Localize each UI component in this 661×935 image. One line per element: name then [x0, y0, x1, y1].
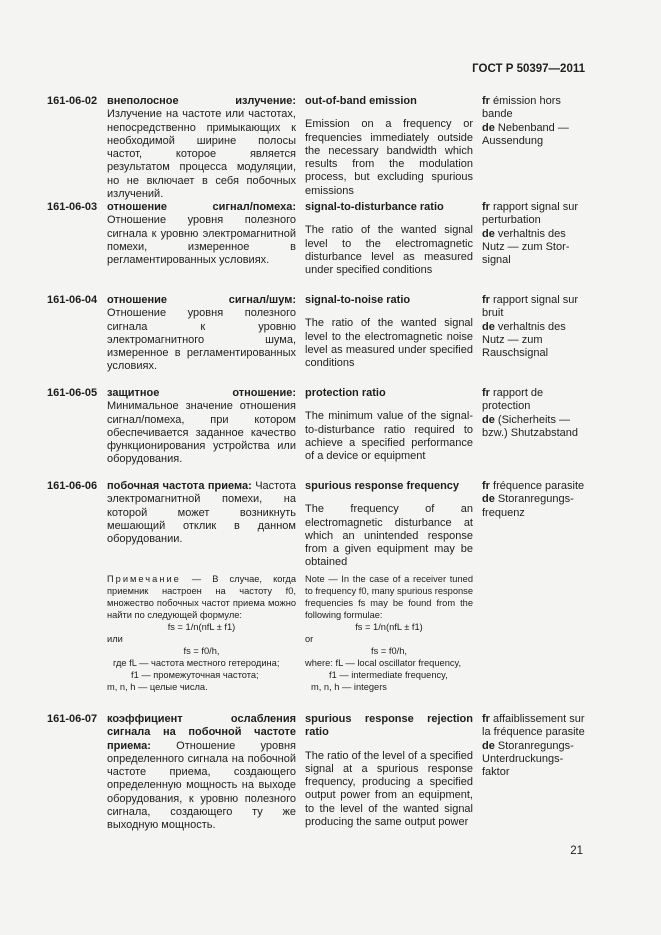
entry-number: 161-06-07 [47, 713, 98, 725]
en-term: out-of-band emission [305, 95, 417, 107]
note-or: or [305, 634, 314, 644]
note-ru [107, 573, 296, 693]
de-label: de [482, 739, 495, 752]
en-def-text: The ratio of the wanted signal level to the electromagnetic noise level as measured under specified conditions [305, 317, 473, 370]
ru-definition [107, 294, 296, 374]
ru-def-text: Излучение на частоте или частотах, непосредственно примыкающих к необходимой ширине полосы частот, которое является результатом процесса модуляции, но не включает в себя побочных излучений. [107, 108, 296, 201]
note-en [305, 573, 473, 693]
fr-term: rapport signal sur perturbation [482, 201, 579, 227]
en-term: spurious response rejection ratio [305, 713, 473, 739]
en-term: signal-to-disturbance ratio [305, 201, 444, 213]
de-label: de [482, 320, 495, 333]
note-label: Note [305, 574, 325, 584]
de-label: de [482, 121, 495, 134]
formula-1: fs = 1/n(nfL ± f1) [355, 622, 423, 632]
page-header: ГОСТ Р 50397—2011 [472, 63, 585, 75]
formula-1: fs = 1/n(nfL ± f1) [167, 622, 236, 632]
other-languages [482, 95, 586, 148]
en-definition [305, 294, 473, 370]
en-def-text: The frequency of an electromagnetic disturbance at which an unintended response from a given equipment may be obtained [305, 503, 473, 569]
en-def-text: The ratio of the level of a specified signal at a spurious response frequency, producing a specified output power from an equipment, to the level of the wanted signal producing the same output power [305, 749, 473, 829]
other-languages [482, 294, 586, 360]
ru-def-text: Отношение уровня полезного сигнала к уровню электромагнитной помехи, измеренное в регламентированных условиях. [107, 214, 296, 267]
en-def-text: The ratio of the wanted signal level to the electromagnetic disturbance level as measured under specified conditions [305, 224, 473, 277]
ru-def-text: Частота электромагнитной помехи, на которой может возникнуть мешающий отклик в данном оборудовании. [107, 480, 296, 546]
ru-def-text: Минимальное значение отношения сигнал/помеха, при котором обеспечивается заданное качество функционирования устройства или оборудования. [107, 400, 296, 466]
fr-label: fr [482, 480, 490, 492]
ru-term: внеполосное излучение: [107, 95, 296, 107]
ru-definition [107, 201, 296, 267]
en-definition [305, 387, 473, 463]
fr-label: fr [482, 713, 490, 725]
en-definition [305, 95, 473, 198]
formula-2: fs = f0/h, [183, 646, 220, 656]
fr-term: rapport de protection [482, 387, 544, 413]
entry-number: 161-06-04 [47, 294, 98, 306]
de-term: Storanregungs-frequenz [482, 493, 574, 519]
entry-number: 161-06-03 [47, 201, 98, 213]
de-term: Nebenband — Aussendung [482, 121, 569, 147]
de-term: verhaltnis des Nutz — zum Rauschsignal [482, 320, 566, 360]
fr-label: fr [482, 201, 490, 213]
de-label: de [482, 493, 495, 506]
ru-definition [107, 387, 296, 467]
other-languages [482, 713, 586, 779]
note-label: Примечание [107, 574, 181, 584]
note-text: — In the case of a receiver tuned to frequency f0, many spurious response frequencies fs may be found from the following formulae: [305, 574, 473, 620]
ru-def-text: Отношение уровня определенного сигнала на побочной частоте приема, создающего определенную мощность на выходе оборудования, к уровню полезного сигнала, создающего ту же выходную мощность. [107, 739, 297, 832]
where-line-1: где fL — частота местного гетеродина; [113, 658, 280, 668]
other-languages [482, 201, 586, 267]
formula-2: fs = f0/h, [371, 646, 407, 656]
ru-term: отношение сигнал/шум: [107, 294, 296, 306]
en-term: signal-to-noise ratio [305, 294, 411, 306]
de-term: Storanregungs-Unterdruckungs-faktor [482, 739, 574, 779]
entry-number: 161-06-05 [47, 387, 98, 399]
other-languages [482, 387, 586, 440]
en-def-text: The minimum value of the signal-to-disturbance ratio required to achieve a specified performance of a device or equipment [305, 410, 473, 463]
en-definition [305, 713, 473, 829]
ru-definition [107, 95, 296, 201]
where-line-3: m, n, h — integers [311, 682, 387, 692]
de-label: de [482, 413, 495, 426]
entry-number: 161-06-02 [47, 95, 98, 107]
de-term: (Sicherheits — bzw.) Shutzabstand [482, 413, 579, 439]
en-term: spurious response frequency [305, 480, 460, 492]
fr-label: fr [482, 95, 490, 107]
ru-def-text: Отношение уровня полезного сигнала к уровню электромагнитного шума, измеренное в регламентированных условиях. [107, 307, 296, 373]
where-line-2: f1 — intermediate frequency, [329, 670, 448, 680]
fr-term: rapport signal sur bruit [482, 294, 579, 320]
ru-term: отношение сигнал/помеха: [107, 201, 296, 213]
ru-definition [107, 713, 296, 833]
ru-term: побочная частота приема: [107, 480, 252, 492]
fr-term: émission hors bande [482, 95, 561, 121]
fr-label: fr [482, 387, 490, 399]
where-line-3: m, n, h — целые числа. [107, 682, 208, 692]
de-term: verhaltnis des Nutz — zum Stor-signal [482, 227, 570, 267]
en-term: protection ratio [305, 387, 386, 399]
note-or: или [107, 634, 123, 644]
en-definition [305, 480, 473, 570]
page-number: 21 [570, 845, 583, 857]
en-def-text: Emission on a frequency or frequencies immediately outside the necessary bandwidth which results from the modulation process, but excluding spurious emissions [305, 118, 473, 197]
ru-term: защитное отношение: [107, 387, 296, 399]
fr-label: fr [482, 294, 490, 306]
note-text: — В случае, когда приемник настроен на частоту f0, множество побочных частот приема можно найти по следующей формуле: [107, 574, 296, 620]
en-definition [305, 201, 473, 277]
ru-definition [107, 480, 296, 546]
entry-number: 161-06-06 [47, 480, 98, 492]
de-label: de [482, 227, 495, 240]
ru-term: коэффициент ослабления сигнала на побочной частоте приема: [107, 713, 296, 752]
where-line-2: f1 — промежуточная частота; [131, 670, 259, 680]
where-line-1: where: fL — local oscillator frequency, [305, 658, 462, 668]
fr-term: affaiblissement sur la fréquence parasite [482, 713, 585, 739]
fr-term: fréquence parasite [493, 480, 585, 492]
other-languages [482, 480, 586, 520]
